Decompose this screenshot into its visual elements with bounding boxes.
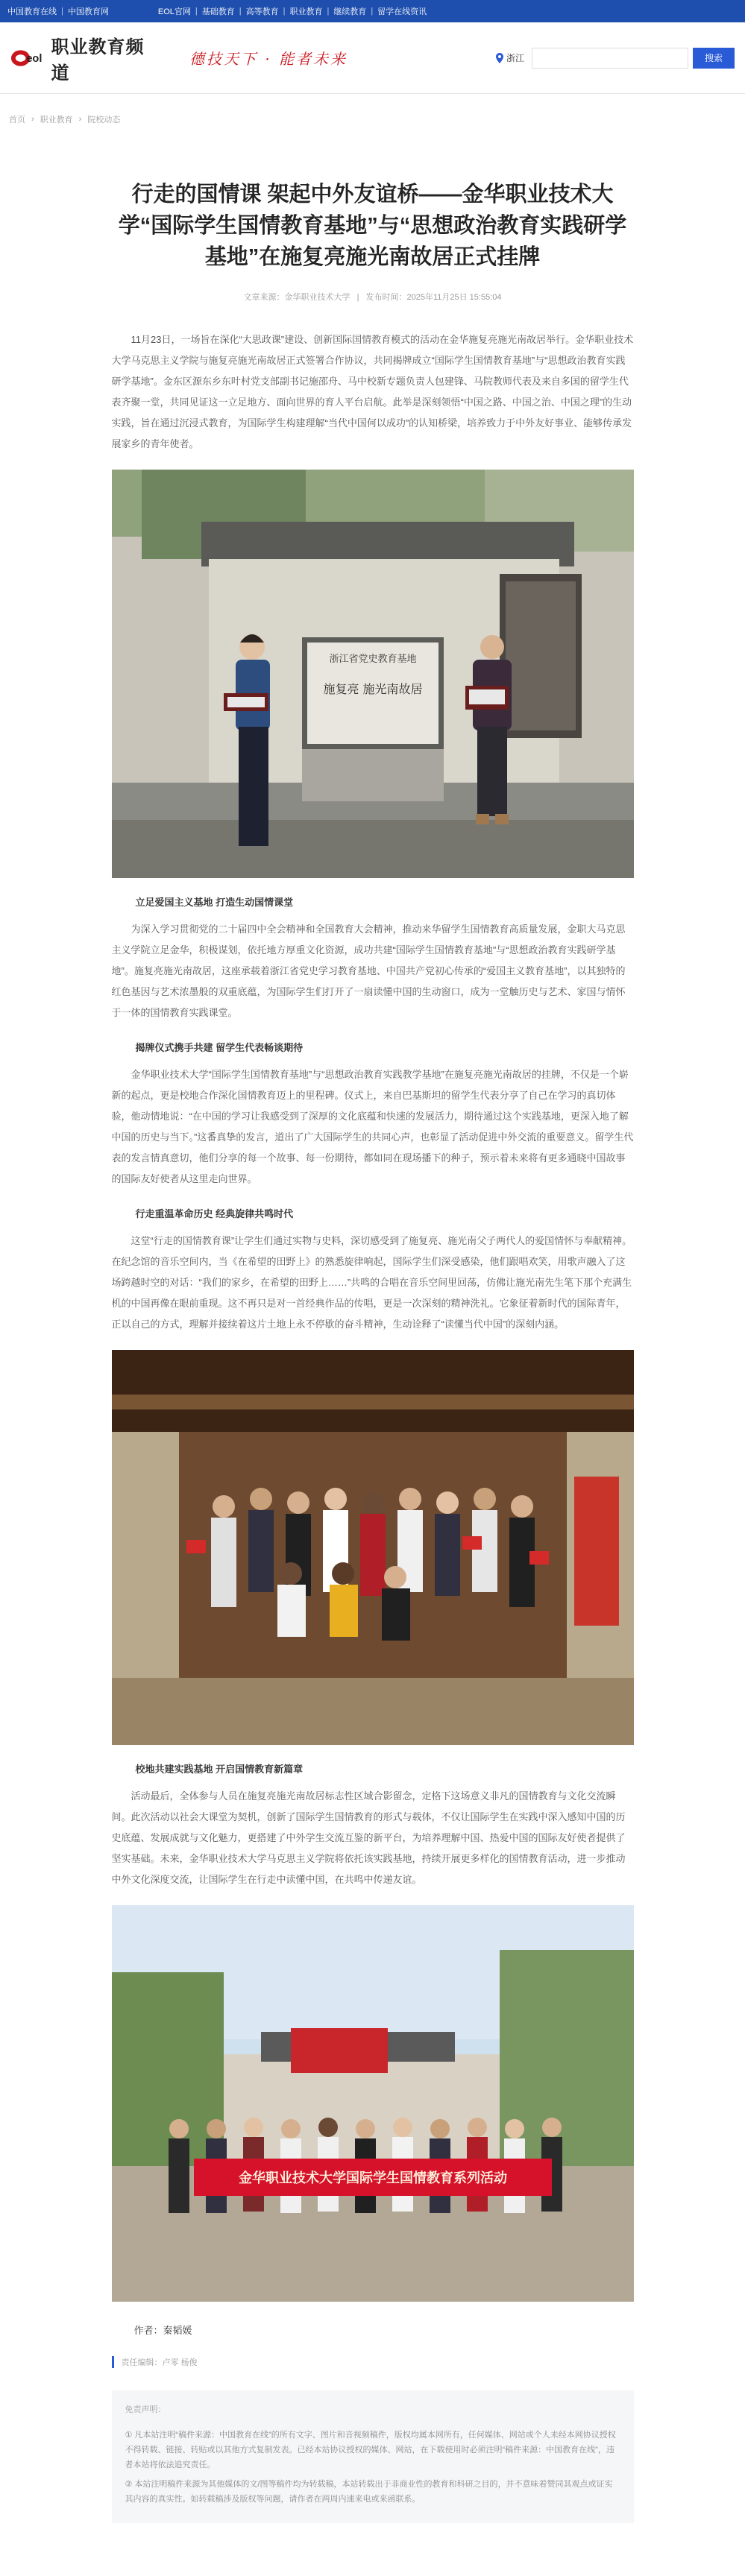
article-paragraph: 金华职业技术大学“国际学生国情教育基地”与“思想政治教育实践教学基地”在施复亮施光南故居的挂牌，不仅是一个崭新的起点，更是校地合作深化国情教育迈上的里程碑。仪式上，来自巴基斯坦的留学生代表分享了自己在学习的真切体验，他动情地说：“在中国的学习让我感受到了深厚的文化底蕴和快速的发展活力，期待通过这个实践基地，更深入地了解中国的历史与当下。”这番真挚的发言，道出了广大国际学生的共同心声，也彰显了活动促进中外交流的重要意义。留学生代表的发言情真意切，他们分享的每一个故事、每一份期待，都如同在现场播下的种子，预示着未来将有更多通晓中国故事的国际友好使者从这里走向世界。 — [111, 1069, 634, 1184]
photo-indoor-image — [112, 1350, 634, 1745]
topbar-link[interactable]: 留学在线资讯 — [377, 7, 427, 16]
article-paragraph: 为深入学习贯彻党的二十届四中全会精神和全国教育大会精神，推动来华留学生国情教育高质量发展，金职大马克思主义学院立足金华，积极谋划，依托地方厚重文化资源，成功共建“国际学生国情教育基地”与“思想政治教育实践研学基地”。施复亮施光南故居，这座承载着浙江省党史学习教育基地、中国共产党初心传承的“爱国主义教育基地”，以其独特的红色基因与艺术浓墨般的双重底蕴，为国际学生们打开了一扇读懂中国的生动窗口，成为一堂触历史与艺术、家国与情怀于一体的国情教育实践课堂。 — [111, 924, 626, 1018]
article-paragraph: 11月23日，一场旨在深化“大思政课”建设、创新国际国情教育模式的活动在金华施复亮施光南故居举行。金华职业技术大学马克思主义学院与施复亮施光南故居正式签署合作协议，共同揭牌成立“国际学生国情教育基地”与“思想政治教育实践研学基地”。金东区源东乡东叶村党支部副书记施邵舟、马中校新专题负责人包建锋、马院教师代表及来自多国的留学生代表齐聚一堂，共同见证这一立足地方、面向世界的育人平台启航。此举是深刻领悟“中国之路、中国之治、中国之理”的生动实践，旨在通过沉浸式教育，为国际学生构建理解“当代中国何以成功”的认知桥梁，培养致力于中外友好事业、能够传承发展家乡的青年使者。 — [111, 334, 634, 449]
section-heading: 揭牌仪式携手共建 留学生代表畅谈期待 — [135, 1042, 304, 1053]
photo-outdoor-image — [112, 1905, 634, 2302]
article-paragraph: 活动最后，全体参与人员在施复亮施光南故居标志性区域合影留念，定格下这场意义非凡的国情教育与文化交流瞬间。此次活动以社会大课堂为契机，创新了国际学生国情教育的形式与载体，不仅让国际学生在实践中深入感知中国的历史底蕴、发展成就与文化魅力，更搭建了中外学生交流互鉴的新平台，为培养理解中国、热爱中国的国际友好使者提供了坚实基础。未来，金华职业技术大学马克思主义学院将依托该实践基地，持续开展更多样化的国情教育活动，进一步推动中外文化深度交流，让国际学生在行走中读懂中国，在共鸣中传递友谊。 — [111, 1790, 626, 1885]
article-author: 作者：秦韬媛 — [133, 2325, 192, 2336]
breadcrumb-item[interactable]: 院校动态 — [87, 116, 121, 124]
article — [112, 179, 634, 2523]
site-header — [0, 22, 745, 94]
topbar-link[interactable]: 职业教育 — [289, 7, 323, 16]
topbar-link[interactable]: EOL官网 — [157, 7, 191, 16]
article-time: 发布时间：2025年11月25日 15:55:04 — [365, 293, 502, 302]
topbar-link[interactable]: 高等教育 — [245, 7, 279, 16]
svg-text:金华职业技术大学国际学生国情教育系列活动: 金华职业技术大学国际学生国情教育系列活动 — [238, 2171, 507, 2186]
topbar-link[interactable]: 继续教育 — [333, 7, 367, 16]
disclaimer-title: 免责声明： — [125, 2405, 166, 2414]
article-source: 文章来源：金华职业技术大学 — [243, 293, 351, 302]
svg-text:eol: eol — [26, 52, 43, 65]
search-area — [496, 48, 735, 69]
photo-indoor-group — [112, 1350, 634, 1745]
location-selector[interactable] — [496, 51, 524, 64]
article-paragraph: 这堂“行走的国情教育课”让学生们通过实物与史料，深切感受到了施复亮、施光南父子两代人的爱国情怀与奉献精神。在纪念馆的音乐空间内，当《在希望的田野上》的熟悉旋律响起，国际学生们深受感染，他们跟唱欢笑，用歌声融入了这场跨越时空的对话：“我们的家乡，在希望的田野上……”共鸣的合唱在音乐空间里回荡，仿佛让施光南先生笔下那个充满生机的中国再像在眼前重现。这不再只是对一首经典作品的传唱，更是一次深刻的精神洗礼。它象征着新时代的国际青年，正以自己的方式，理解并接续着这片土地上永不停歇的奋斗精神，生动诠释了“读懂当代中国”的深刻内涵。 — [111, 1235, 632, 1330]
breadcrumb-item[interactable]: 首页 — [9, 116, 25, 124]
article-editor: 责任编辑：卢零 杨俊 — [112, 2356, 634, 2368]
photo-outdoor-group — [112, 1905, 634, 2302]
photo-plaque-image — [112, 470, 634, 878]
search-input[interactable] — [532, 48, 688, 69]
chevron-right-icon: › — [31, 115, 34, 124]
svg-text:浙江省党史教育基地: 浙江省党史教育基地 — [328, 654, 417, 665]
topbar-link[interactable]: 中国教育在线 — [7, 7, 57, 16]
chevron-right-icon: › — [78, 115, 82, 124]
eol-logo-icon — [10, 48, 48, 69]
article-title: 行走的国情课 架起中外友谊桥——金华职业技术大学“国际学生国情教育基地”与“思想政治教育实践研学基地”在施复亮施光南故居正式挂牌 — [118, 183, 627, 269]
breadcrumb — [0, 94, 745, 125]
breadcrumb-item[interactable]: 职业教育 — [40, 116, 73, 124]
section-heading: 校地共建实践基地 开启国情教育新篇章 — [135, 1764, 304, 1775]
section-heading: 立足爱国主义基地 打造生动国情课堂 — [135, 897, 294, 908]
section-heading: 行走重温革命历史 经典旋律共鸣时代 — [135, 1208, 294, 1219]
search-button[interactable]: 搜索 — [693, 48, 735, 69]
top-nav-bar: 中国教育在线 | 中国教育网 EOL官网 | 基础教育 | 高等教育 | 职业教育 | 继续教育 | 留学在线资讯 — [0, 0, 745, 22]
svg-text:施复亮 施光南故居: 施复亮 施光南故居 — [322, 682, 423, 696]
topbar-link[interactable]: 中国教育网 — [67, 7, 109, 16]
topbar-link[interactable]: 基础教育 — [201, 7, 235, 16]
logo-text: 职业教育频道 — [51, 37, 145, 83]
site-logo[interactable] — [10, 32, 160, 84]
disclaimer-line: ② 本站注明稿件来源为其他媒体的文/图等稿件均为转载稿，本站转载出于非商业性的教育和科研之目的，并不意味着赞同其观点或证实其内容的真实性。如转载稿涉及版权等问题，请作者在两周内速来电或来函联系。 — [125, 2480, 613, 2504]
photo-plaque-unveiling — [112, 470, 634, 878]
disclaimer — [112, 2390, 634, 2523]
article-meta: 文章来源：金华职业技术大学 | 发布时间：2025年11月25日 15:55:04 — [243, 293, 502, 302]
disclaimer-line: ① 凡本站注明“稿件来源：中国教育在线”的所有文字、图片和音视频稿件，版权均属本网所有，任何媒体、网站或个人未经本网协议授权不得转载、链接、转贴或以其他方式复制发表。已经本站协议授权的媒体、网站，在下载使用时必须注明“稿件来源：中国教育在线”，违者本站将依法追究责任。 — [125, 2431, 616, 2469]
location-label: 浙江 — [506, 53, 524, 63]
location-pin-icon — [496, 53, 503, 63]
slogan: 德技天下 · 能者未来 — [189, 50, 348, 68]
